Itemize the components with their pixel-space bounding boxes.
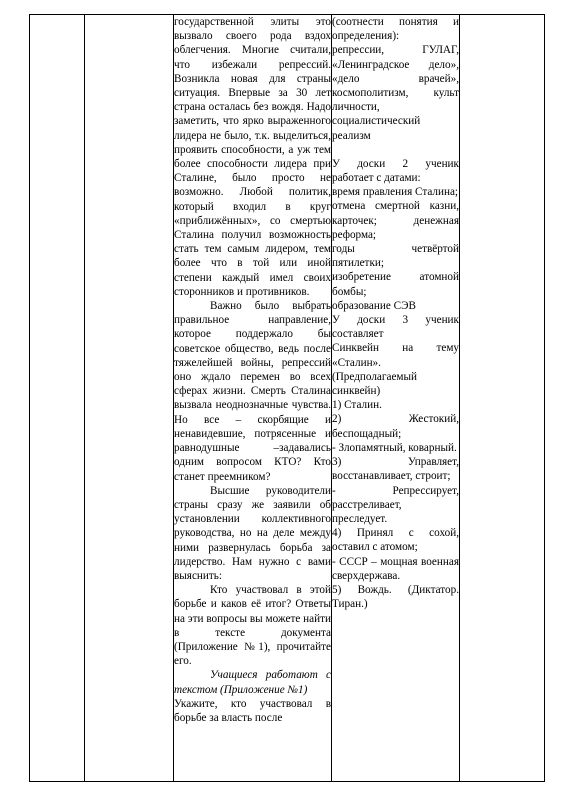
cell-method (85, 15, 174, 782)
paragraph: Укажите, кто участвовал в борьбе за власть после (174, 697, 331, 724)
paragraph: - СССР – мощная военная сверхдержава. (332, 555, 459, 582)
paragraph: 1) Сталин. (332, 399, 382, 412)
paragraph: 3) Управляет, восстанавливает, строит; (332, 456, 459, 483)
paragraph: - Репрессирует, расстреливает, преследует. (332, 484, 459, 525)
paragraph: годы четвёртой пятилетки; (332, 243, 459, 270)
cell-notes (460, 15, 545, 782)
paragraph: Кто участвовал в этой борьбе и каков её итог? Ответы на эти вопросы вы можете найти в тексте документа (Приложение №1), прочитайте его. (174, 584, 331, 668)
paragraph (332, 143, 459, 157)
paragraph: - Злопамятный, коварный. (332, 441, 457, 454)
paragraph: Высшие руководители страны сразу же заявили об установлении коллективного руководства, но на деле между ними развернулась борьба за лидерство. Нам нужно с вами выяснить: (174, 484, 331, 582)
lesson-table (29, 14, 545, 782)
paragraph: 4) Принял с сохой, оставил с атомом; (332, 527, 459, 554)
paragraph: государственной элиты это вызвало своего рода вздох облегчения. Многие считали, что избежали репрессий. Возникла новая для страны ситуация. Впервые за 30 лет страна осталась без вождя. Надо заметить, что ярко выраженного лидера не было, т.к. выделиться, проявить способности, а уж тем более способности лидера при Сталине, было просто не возможно. Любой политик, который входил в круг «приближённых», со смертью Сталина получил возможность стать тем самым лидером, тем более что в той или иной степени каждый имел своих сторонников и противников. (174, 16, 331, 298)
paragraph: время правления Сталина; (332, 186, 459, 199)
paragraph: 5) Вождь. (Диктатор. Тиран.) (332, 583, 459, 611)
paragraph: (Предполагаемый синквейн) (332, 370, 417, 398)
paragraph: Синквейн на тему «Сталин». (332, 342, 459, 369)
paragraph: изобретение атомной бомбы; (332, 271, 459, 298)
paragraph: отмена смертной казни, карточек; денежная реформа; (332, 200, 459, 241)
paragraph: У доски 3 ученик составляет (332, 314, 459, 341)
paragraph: Учащиеся работают с текстом (Приложение №1) (174, 669, 331, 696)
cell-student-activity (332, 15, 460, 782)
cell-teacher-activity (174, 15, 332, 782)
paragraph: У доски 2 ученик работает с датами: (332, 157, 459, 185)
cell-stage (30, 15, 85, 782)
paragraph: репрессии, ГУЛАГ, «Ленинградское дело», «дело врачей», космополитизм, культ личности, социалистический реализм (332, 44, 459, 142)
paragraph: Важно было выбрать правильное направление, которое поддержало бы советское общество, ведь после тяжелейшей войны, репрессий оно ждало перемен во всех сферах жизни. Смерть Сталина вызвала неоднозначные чувства. Но все – скорбящие и ненавидевшие, потрясенные и равнодушные –задавались одним вопросом КТО? Кто станет преемником? (174, 300, 331, 483)
teacher-activity-text (174, 15, 331, 725)
paragraph: (соотнести понятия и определения): (332, 16, 459, 43)
student-activity-text (332, 15, 459, 611)
paragraph: 2) Жестокий, беспощадный; (332, 413, 459, 440)
table-row (30, 15, 545, 782)
paragraph: образование СЭВ (332, 299, 416, 312)
